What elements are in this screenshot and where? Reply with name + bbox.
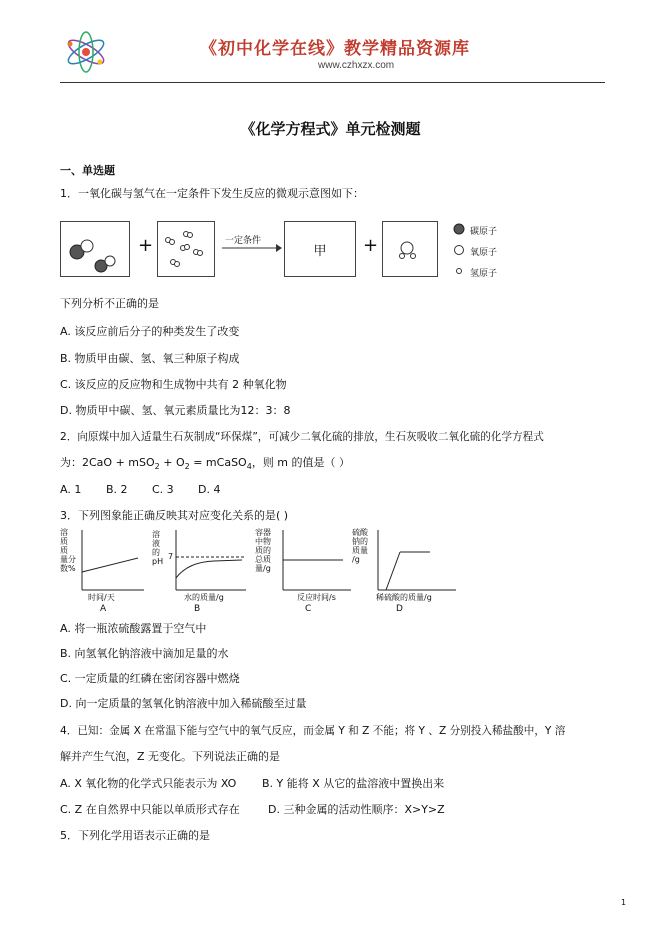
- reactant-h2-box: [157, 221, 215, 277]
- q3-graph-a: [60, 528, 150, 618]
- legend-carbon: 碳原子: [470, 227, 498, 237]
- graph-c-ylabel-line: 质的: [255, 546, 271, 555]
- q1-option-c: C. 该反应的反应物和生成物中共有 2 种氧化物: [60, 378, 287, 391]
- q3-graph-d: [352, 528, 462, 618]
- product-h2o-box: [382, 221, 438, 277]
- legend-oxygen: 氧原子: [470, 248, 498, 258]
- site-url: www.czhxzx.com: [318, 60, 395, 71]
- plus-sign: +: [138, 235, 154, 256]
- q3-option-d: D. 向一定质量的氢氧化钠溶液中加入稀硫酸至过量: [60, 697, 307, 710]
- reaction-arrow-icon: [222, 243, 282, 253]
- condition-label: 一定条件: [225, 236, 262, 246]
- graph-a-ylabel-line: 质: [60, 546, 68, 555]
- q1-option-d: D. 物质甲中碳、氢、氧元素质量比为12：3：8: [60, 404, 291, 417]
- graph-d-ylabel-line: /g: [352, 555, 360, 564]
- q2-subscript: 2: [184, 462, 190, 472]
- graph-a-plot: [80, 530, 144, 592]
- q1-prompt: 下列分析不正确的是: [60, 297, 159, 310]
- reactant-co-box: [60, 221, 130, 277]
- graph-a-ylabel-line: 量分: [60, 555, 76, 564]
- product-jia-box: [284, 221, 356, 277]
- q3-stem: 3．下列图象能正确反映其对应变化关系的是( ): [60, 509, 289, 522]
- q2-option-b: B. 2: [106, 483, 128, 496]
- q1-stem: 1．一氧化碳与氢气在一定条件下发生反应的微观示意图如下：: [60, 187, 364, 200]
- graph-a-letter: A: [100, 604, 107, 614]
- graph-b-ylabel-line: 液: [152, 539, 160, 548]
- graph-b-ylabel-line: pH: [152, 557, 164, 566]
- h2o-molecule: [383, 222, 439, 278]
- site-logo: [62, 30, 110, 74]
- q2-equation-part: = mCaSO: [189, 456, 247, 469]
- graph-d-ylabel-line: 质量: [352, 546, 368, 555]
- legend-hydrogen: 氢原子: [470, 269, 498, 279]
- graph-a-ylabel-line: 质: [60, 537, 68, 546]
- graph-c-letter: C: [305, 604, 312, 614]
- graph-d-ylabel: [352, 528, 368, 564]
- graph-a-ylabel-line: 溶: [60, 528, 68, 537]
- graph-d-plot: [376, 530, 456, 592]
- q3-graph-b: [152, 528, 252, 618]
- q4-stem-line1: 4．已知：金属 X 在常温下能与空气中的氧气反应，而金属 Y 和 Z 不能；将 Y 、Z 分别投入稀盐酸中，Y 溶: [60, 725, 566, 737]
- graph-a-ylabel: [60, 528, 76, 573]
- graph-b-mark: 7: [168, 552, 174, 561]
- header-divider: [60, 82, 605, 83]
- q2-subscript: 4: [246, 462, 252, 472]
- graph-b-ylabel-line: 的: [152, 548, 160, 557]
- graph-c-ylabel-line: 量/g: [255, 564, 271, 573]
- q3-option-b: B. 向氢氧化钠溶液中滴加足量的水: [60, 647, 229, 660]
- graph-c-ylabel: [255, 528, 271, 573]
- q3-option-c: C. 一定质量的红磷在密闭容器中燃烧: [60, 672, 240, 685]
- product-jia-label: 甲: [313, 244, 327, 259]
- graph-d-ylabel-line: 钠的: [352, 537, 368, 546]
- q1-reaction-diagram: [60, 215, 530, 279]
- page-number: 1: [621, 898, 627, 907]
- graph-c-ylabel-line: 总质: [255, 555, 271, 564]
- graph-b-plot: [174, 530, 246, 592]
- graph-d-ylabel-line: 硫酸: [352, 528, 368, 537]
- q3-option-a: A. 将一瓶浓硫酸露置于空气中: [60, 622, 207, 635]
- section-heading: 一、单选题: [60, 164, 115, 177]
- graph-b-xlabel: 水的质量/g: [184, 593, 224, 602]
- graph-b-ylabel-line: 溶: [152, 530, 160, 539]
- graph-b-ylabel: [152, 530, 163, 566]
- q2-equation-part: 为：2CaO + mSO: [60, 456, 155, 469]
- q5-stem: 5．下列化学用语表示正确的是: [60, 829, 210, 842]
- q2-subscript: 2: [154, 462, 160, 472]
- graph-c-xlabel: 反应时间/s: [297, 593, 336, 602]
- q2-option-c: C. 3: [152, 483, 174, 496]
- q2-equation-part: + O: [159, 456, 185, 469]
- site-title: 《初中化学在线》教学精品资源库: [200, 39, 470, 59]
- q2-option-d: D. 4: [198, 483, 221, 496]
- graph-a-ylabel-line: 数%: [60, 564, 76, 573]
- document-title: 《化学方程式》单元检测题: [240, 120, 421, 138]
- q2-option-a: A. 1: [60, 483, 82, 496]
- q1-option-b: B. 物质甲由碳、氢、氧三种原子构成: [60, 352, 240, 365]
- atom-legend-icons: [452, 221, 466, 279]
- q4-option-d: D. 三种金属的活动性顺序：X>Y>Z: [268, 803, 445, 816]
- graph-a-xlabel: 时间/天: [88, 593, 115, 602]
- q4-option-b: B. Y 能将 X 从它的盐溶液中置换出来: [262, 777, 445, 790]
- q4-option-a: A. X 氧化物的化学式只能表示为 XO: [60, 777, 237, 790]
- q3-graph-c: [255, 528, 355, 618]
- co-molecules: [61, 222, 131, 278]
- graph-c-ylabel-line: 容器: [255, 528, 271, 537]
- graph-b-letter: B: [194, 604, 201, 614]
- graph-c-ylabel-line: 中物: [255, 537, 271, 546]
- q4-option-c: C. Z 在自然界中只能以单质形式存在: [60, 803, 240, 816]
- graph-c-plot: [281, 530, 351, 592]
- plus-sign: +: [363, 235, 379, 256]
- q1-option-a: A. 该反应前后分子的种类发生了改变: [60, 325, 240, 338]
- h2-molecules: [158, 222, 216, 278]
- q2-equation-part: ，则 m 的值是（ ）: [251, 456, 351, 469]
- q2-stem-line1: 2．向原煤中加入适量生石灰制成“环保煤”，可减少二氧化硫的排放，生石灰吸收二氧化硫的化学方程式: [60, 431, 544, 443]
- graph-d-letter: D: [396, 604, 403, 614]
- q4-stem-line2: 解并产生气泡，Z 无变化。下列说法正确的是: [60, 750, 281, 763]
- graph-d-xlabel: 稀硫酸的质量/g: [376, 593, 432, 602]
- q2-stem-line2: [60, 456, 350, 474]
